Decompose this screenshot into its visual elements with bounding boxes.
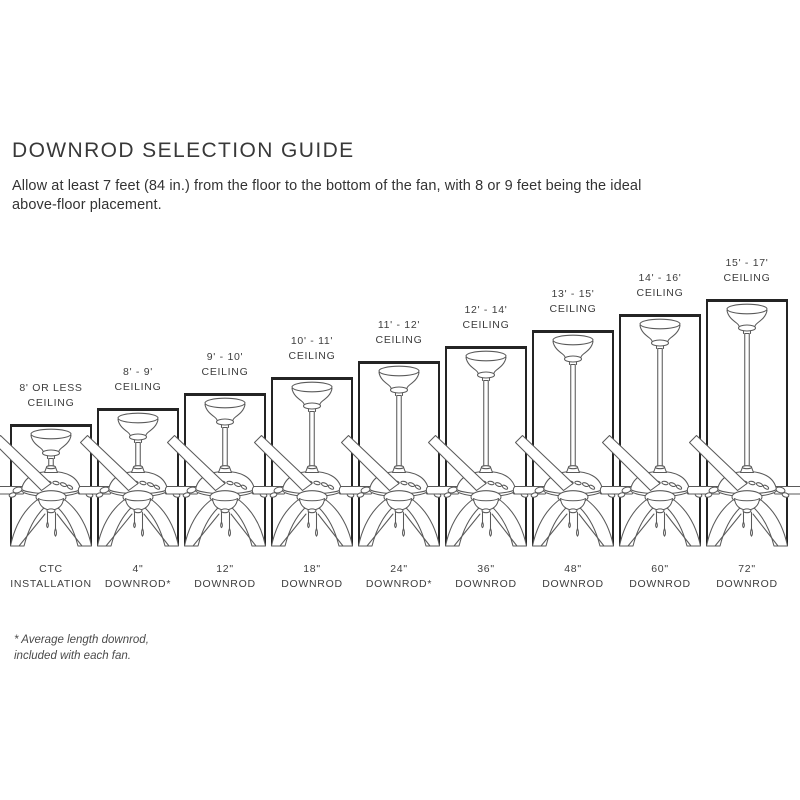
fan-downrod — [484, 381, 489, 469]
intro-text — [12, 177, 641, 215]
ceiling-range-line1: 8' - 9' — [123, 366, 153, 378]
ceiling-range-line2: CEILING — [462, 319, 510, 331]
ceiling-fan-illustration — [184, 396, 266, 546]
footnote-line2: included with each fan. — [14, 649, 131, 662]
fan-canopy-icon — [379, 366, 419, 395]
ceiling-fan-illustration — [445, 349, 527, 546]
fan-downrod — [310, 412, 315, 469]
downrod-size-line1: CTC — [39, 563, 63, 575]
downrod-size-line2: DOWNROD — [716, 578, 778, 590]
ceiling-box — [271, 377, 353, 546]
ceiling-range-line1: 11' - 12' — [377, 319, 421, 331]
downrod-size-line2: DOWNROD — [629, 578, 691, 590]
ceiling-range-line1: 9' - 10' — [206, 351, 244, 363]
fan-canopy-icon — [466, 351, 506, 380]
ceiling-box — [619, 314, 701, 546]
ceiling-range-line2: CEILING — [114, 381, 162, 393]
fan-canopy-icon — [553, 335, 593, 364]
fan-canopy-icon — [727, 304, 767, 333]
ceiling-range-label — [694, 256, 800, 286]
downrod-size-line1: 48" — [564, 563, 582, 575]
ceiling-range-line2: CEILING — [723, 272, 771, 284]
fan-body-icon — [687, 436, 800, 547]
fan-downrod — [571, 365, 576, 469]
downrod-size-line1: 24" — [390, 563, 408, 575]
ceiling-range-line2: CEILING — [201, 366, 249, 378]
downrod-size-line1: 18" — [303, 563, 321, 575]
ceiling-box — [358, 361, 440, 546]
fan-downrod — [223, 428, 228, 469]
downrod-size-line1: 12" — [216, 563, 234, 575]
downrod-size-line2: DOWNROD — [281, 578, 343, 590]
downrod-selection-diagram — [10, 255, 795, 600]
downrod-size-line2: DOWNROD* — [365, 578, 433, 590]
ceiling-box — [184, 393, 266, 546]
ceiling-fan-illustration — [358, 364, 440, 546]
ceiling-box — [10, 424, 92, 546]
ceiling-box — [97, 408, 179, 546]
intro-text-line2: above-floor placement. — [12, 197, 162, 213]
downrod-size-line1: 60" — [651, 563, 669, 575]
ceiling-box — [445, 346, 527, 546]
downrod-size-line2: DOWNROD — [455, 578, 517, 590]
fan-downrod — [397, 396, 402, 469]
downrod-size-label — [694, 562, 800, 592]
ceiling-fan-illustration — [532, 333, 614, 546]
ceiling-fan-illustration — [97, 411, 179, 546]
downrod-size-line1: 36" — [477, 563, 495, 575]
downrod-size-line2: DOWNROD* — [104, 578, 172, 590]
ceiling-range-line2: CEILING — [27, 397, 75, 409]
ceiling-box — [532, 330, 614, 546]
fan-canopy-icon — [292, 382, 332, 411]
ceiling-range-line1: 14' - 16' — [638, 272, 682, 284]
ceiling-range-line2: CEILING — [375, 334, 423, 346]
fan-downrod — [745, 334, 750, 469]
fan-canopy-icon — [205, 398, 245, 427]
footnote-line1: * Average length downrod, — [14, 634, 149, 646]
ceiling-range-line2: CEILING — [636, 287, 684, 299]
downrod-size-line1: 72" — [738, 563, 756, 575]
downrod-size-line2: INSTALLATION — [10, 578, 92, 590]
ceiling-box — [706, 299, 788, 546]
ceiling-fan-illustration — [619, 317, 701, 546]
fan-canopy-icon — [640, 319, 680, 348]
ceiling-range-line1: 12' - 14' — [464, 304, 508, 316]
ceiling-range-line1: 15' - 17' — [725, 257, 769, 269]
ceiling-fan-illustration — [706, 302, 788, 546]
intro-text-line1: Allow at least 7 feet (84 in.) from the floor to the bottom of the fan, with 8 or 9 feet being the ideal — [12, 178, 642, 194]
ceiling-range-line1: 10' - 11' — [290, 335, 334, 347]
fan-downrod — [136, 443, 141, 469]
fan-canopy-icon — [31, 429, 71, 458]
downrod-size-line1: 4" — [132, 563, 144, 575]
ceiling-range-line1: 8' OR LESS — [19, 382, 83, 394]
downrod-size-line2: DOWNROD — [194, 578, 256, 590]
fan-downrod — [658, 349, 663, 469]
ceiling-range-line1: 13' - 15' — [551, 288, 595, 300]
downrod-size-line2: DOWNROD — [542, 578, 604, 590]
ceiling-range-line2: CEILING — [549, 303, 597, 315]
ceiling-range-line2: CEILING — [288, 350, 336, 362]
footnote — [14, 633, 149, 664]
fan-canopy-icon — [118, 413, 158, 442]
page-title: DOWNROD SELECTION GUIDE — [12, 139, 355, 162]
ceiling-fan-illustration — [271, 380, 353, 546]
